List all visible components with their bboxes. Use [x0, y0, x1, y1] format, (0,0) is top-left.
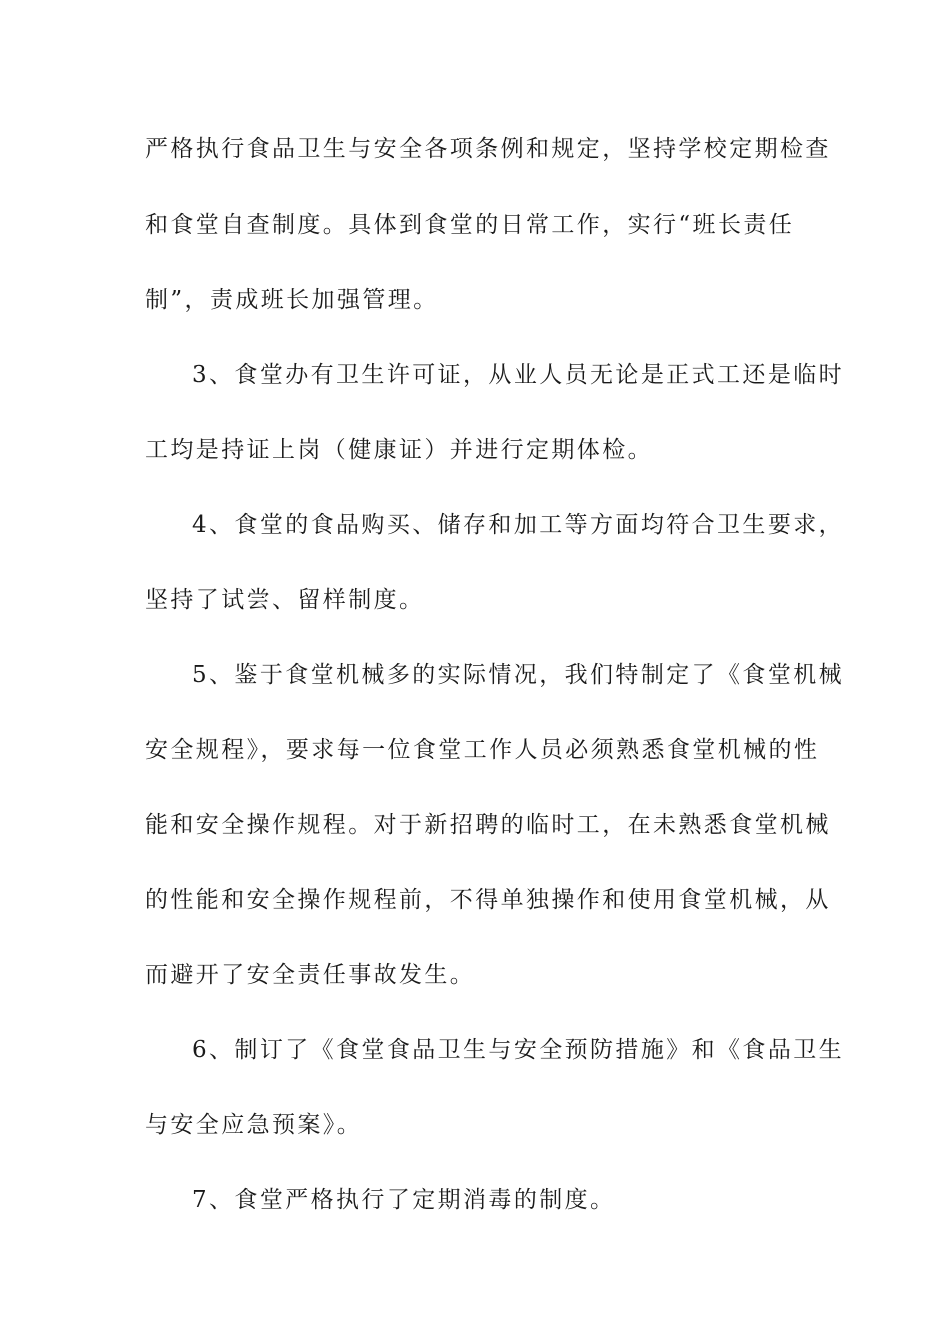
text-line: 的性能和安全操作规程前，不得单独操作和使用食堂机械，从	[145, 887, 831, 913]
text-line: 4、食堂的食品购买、储存和加工等方面均符合卫生要求，	[192, 512, 845, 538]
text-line: 而避开了安全责任事故发生。	[145, 962, 476, 988]
text-line: 坚持了试尝、留样制度。	[145, 587, 425, 613]
text-line: 与安全应急预案》。	[145, 1112, 363, 1138]
text-line: 工均是持证上岗（健康证）并进行定期体检。	[145, 437, 653, 463]
text-line: 6、制订了《食堂食品卫生与安全预防措施》和《食品卫生	[192, 1037, 845, 1063]
text-line: 和食堂自查制度。具体到食堂的日常工作，实行“班长责任	[145, 212, 795, 238]
text-line: 能和安全操作规程。对于新招聘的临时工，在未熟悉食堂机械	[145, 812, 831, 838]
text-line: 制”，责成班长加强管理。	[145, 287, 439, 313]
text-line: 严格执行食品卫生与安全各项条例和规定，坚持学校定期检查	[145, 136, 831, 162]
text-line: 7、食堂严格执行了定期消毒的制度。	[192, 1187, 616, 1213]
text-line: 3、食堂办有卫生许可证，从业人员无论是正式工还是临时	[192, 362, 845, 388]
text-line: 安全规程》，要求每一位食堂工作人员必须熟悉食堂机械的性	[145, 737, 820, 763]
text-line: 5、鉴于食堂机械多的实际情况，我们特制定了《食堂机械	[192, 662, 845, 688]
